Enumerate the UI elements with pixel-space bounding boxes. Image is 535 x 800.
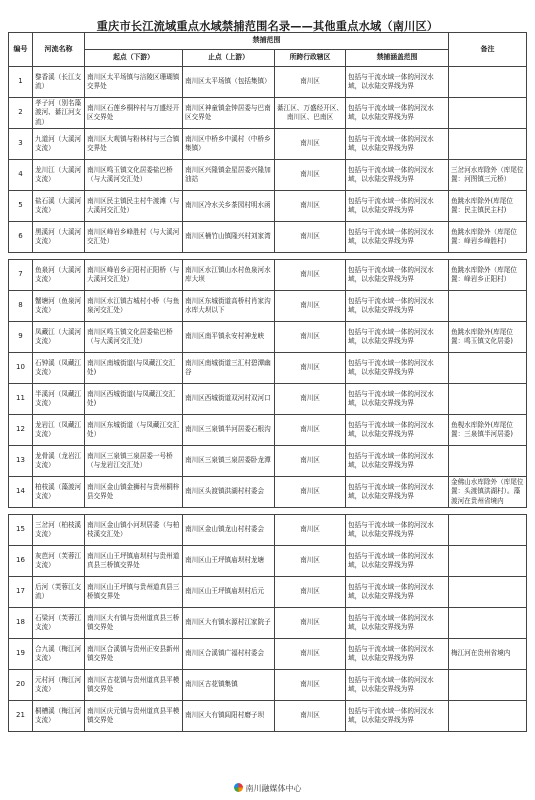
cell-end: 南川区合溪镇广福村村委会 xyxy=(183,639,275,670)
cell-end: 南川区山王坪镇庙坝村后元 xyxy=(183,577,275,608)
cell-remark xyxy=(449,446,527,477)
cell-start: 南川区山王坪镇与贵州道真县三桥镇交界处 xyxy=(85,577,183,608)
cell-scope: 包括与干流水域一体的河汊水域，以水陆交界线为界 xyxy=(346,160,449,191)
cell-region: 南川区 xyxy=(275,384,346,415)
cell-end: 南川区西城街道双河村双河口 xyxy=(183,384,275,415)
cell-name: 黑溪河（大溪河支流） xyxy=(33,222,85,253)
cell-no: 11 xyxy=(9,384,33,415)
cell-scope: 包括与干流水域一体的河汊水域，以水陆交界线为界 xyxy=(346,67,449,98)
cell-remark: 梅江河在贵州省境内 xyxy=(449,639,527,670)
cell-remark xyxy=(449,701,527,732)
table-row xyxy=(9,515,527,546)
cell-region: 南川区 xyxy=(275,222,346,253)
table-row xyxy=(9,191,527,222)
footer xyxy=(0,783,535,794)
cell-no: 2 xyxy=(9,98,33,129)
cell-region: 南川区 xyxy=(275,701,346,732)
table-row xyxy=(9,670,527,701)
header-remark: 备注 xyxy=(449,33,527,67)
cell-start: 南川区民主镇民主村牛渡滩（与大溪河交汇处） xyxy=(85,191,183,222)
cell-remark: 鱼跳水库除外(库尾位置：鸣玉镇文化居委) xyxy=(449,322,527,353)
cell-remark: 三岔河水库除外（库尾位置：河图镇三元桥） xyxy=(449,160,527,191)
cell-start: 南川区水江镇古城村小桥（与鱼泉河交汇处） xyxy=(85,291,183,322)
cell-no: 18 xyxy=(9,608,33,639)
cell-scope: 包括与干流水域一体的河汊水域，以水陆交界线为界 xyxy=(346,291,449,322)
cell-region: 南川区 xyxy=(275,191,346,222)
cell-no: 8 xyxy=(9,291,33,322)
cell-end: 南川区东城街道高桥村肖家沟水库大坝以下 xyxy=(183,291,275,322)
table-row xyxy=(9,639,527,670)
cell-end: 南川区大有镇水源村江家院子 xyxy=(183,608,275,639)
cell-end: 南川区兴隆镇金星居委兴隆加油站 xyxy=(183,160,275,191)
cell-start: 南川区合溪镇与贵州正安县新州镇交界处 xyxy=(85,639,183,670)
cell-name: 盐石溪（大溪河支流） xyxy=(33,191,85,222)
cell-scope: 包括与干流水域一体的河汊水域，以水陆交界线为界 xyxy=(346,191,449,222)
cell-end: 南川区大有镇闾阳村磨子坝 xyxy=(183,701,275,732)
cell-region: 南川区 xyxy=(275,577,346,608)
cell-name: 半溪河（凤藏江支流） xyxy=(33,384,85,415)
cell-start: 南川区峰岩乡正阳村正阳桥（与大溪河交汇处） xyxy=(85,260,183,291)
cell-remark xyxy=(449,129,527,160)
cell-scope: 包括与干流水域一体的河汊水域，以水陆交界线为界 xyxy=(346,515,449,546)
header-region: 所跨行政辖区 xyxy=(275,50,346,67)
cell-remark xyxy=(449,608,527,639)
cell-remark xyxy=(449,546,527,577)
table-row xyxy=(9,384,527,415)
cell-region: 南川区 xyxy=(275,260,346,291)
cell-start: 南川区东城街道（与凤藏江交汇处） xyxy=(85,415,183,446)
cell-no: 15 xyxy=(9,515,33,546)
cell-scope: 包括与干流水域一体的河汊水域，以水陆交界线为界 xyxy=(346,129,449,160)
cell-scope: 包括与干流水域一体的河汊水域，以水陆交界线为界 xyxy=(346,415,449,446)
cell-region: 南川区 xyxy=(275,322,346,353)
table-row xyxy=(9,701,527,732)
cell-scope: 包括与干流水域一体的河汊水域，以水陆交界线为界 xyxy=(346,384,449,415)
table-row xyxy=(9,67,527,98)
cell-end: 南川区南城街道三汇村碧潭幽谷 xyxy=(183,353,275,384)
cell-region: 南川区 xyxy=(275,67,346,98)
cell-name: 龙岩江（凤藏江支流） xyxy=(33,415,85,446)
cell-name: 龙川江（大溪河支流） xyxy=(33,160,85,191)
table-row xyxy=(9,546,527,577)
cell-region: 南川区 xyxy=(275,477,346,508)
cell-name: 孝子河（别名藻渡河、綦江河支流） xyxy=(33,98,85,129)
cell-start: 南川区三泉镇三泉居委一号桥（与龙岩江交汇处） xyxy=(85,446,183,477)
cell-name: 九道河（大溪河支流） xyxy=(33,129,85,160)
cell-start: 南川区金山镇金狮村与贵州桐梓县交界处 xyxy=(85,477,183,508)
cell-no: 4 xyxy=(9,160,33,191)
page-title: 重庆市长江流域重点水域禁捕范围名录——其他重点水域（南川区） xyxy=(96,20,439,33)
cell-remark xyxy=(449,98,527,129)
table-row xyxy=(9,322,527,353)
cell-remark xyxy=(449,670,527,701)
cell-end: 南川区古花镇集镇 xyxy=(183,670,275,701)
header-range: 禁捕范围 xyxy=(85,33,449,50)
cell-end: 南川区三泉镇半河居委石根沟 xyxy=(183,415,275,446)
cell-start: 南川区大有镇与贵州道真县三桥镇交界处 xyxy=(85,608,183,639)
footer-text: 南川融媒体中心 xyxy=(245,784,302,793)
cell-start: 南川区峰岩乡峰胜村（与大溪河交汇处） xyxy=(85,222,183,253)
cell-end: 南川区头渡镇洪湖村村委会 xyxy=(183,477,275,508)
cell-no: 5 xyxy=(9,191,33,222)
cell-name: 三岔河（柏枝溪支流） xyxy=(33,515,85,546)
media-logo-icon xyxy=(234,783,243,792)
cell-remark xyxy=(449,291,527,322)
cell-name: 黎香溪（长江支流） xyxy=(33,67,85,98)
cell-remark: 鱼跳水库除外（库尾位置：峰岩乡峰胜村） xyxy=(449,222,527,253)
cell-scope: 包括与干流水域一体的河汊水域，以水陆交界线为界 xyxy=(346,222,449,253)
table-row xyxy=(9,160,527,191)
cell-end: 南川区金山镇龙山村村委会 xyxy=(183,515,275,546)
cell-end: 南川区山王坪镇庙坝村龙塘 xyxy=(183,546,275,577)
cell-no: 20 xyxy=(9,670,33,701)
cell-scope: 包括与干流水域一体的河汊水域，以水陆交界线为界 xyxy=(346,546,449,577)
table-row xyxy=(9,353,527,384)
cell-scope: 包括与干流水域一体的河汊水域，以水陆交界线为界 xyxy=(346,639,449,670)
cell-remark xyxy=(449,353,527,384)
cell-no: 1 xyxy=(9,67,33,98)
cell-name: 合九溪（梅江河支流） xyxy=(33,639,85,670)
header-name: 河流名称 xyxy=(33,33,85,67)
cell-start: 南川区鸣玉镇文化居委盐巴桥（与大溪河交汇处） xyxy=(85,322,183,353)
cell-scope: 包括与干流水域一体的河汊水域，以水陆交界线为界 xyxy=(346,260,449,291)
table-row xyxy=(9,608,527,639)
table-row xyxy=(9,98,527,129)
table-body xyxy=(9,67,527,732)
cell-region: 南川区 xyxy=(275,291,346,322)
cell-end: 南川区太平场镇（包括集镇） xyxy=(183,67,275,98)
cell-name: 后河（芙蓉江支流） xyxy=(33,577,85,608)
cell-remark: 鱼跳水库除外(库尾位置：民主镇民主村) xyxy=(449,191,527,222)
cell-end: 南川区三泉镇三泉居委卧龙潭 xyxy=(183,446,275,477)
cell-no: 19 xyxy=(9,639,33,670)
cell-end: 南川区楠竹山镇隆兴村刘家湾 xyxy=(183,222,275,253)
cell-start: 南川区古花镇与贵州道真县平模镇交界处 xyxy=(85,670,183,701)
cell-name: 龙骨溪（龙岩江支流） xyxy=(33,446,85,477)
table-row xyxy=(9,222,527,253)
cell-start: 南川区南城街道(与凤藏江交汇处) xyxy=(85,353,183,384)
table-row xyxy=(9,577,527,608)
cell-end: 南川区水江镇山水村鱼泉河水库大坝 xyxy=(183,260,275,291)
cell-scope: 包括与干流水域一体的河汊水域，以水陆交界线为界 xyxy=(346,477,449,508)
cell-no: 13 xyxy=(9,446,33,477)
cell-no: 6 xyxy=(9,222,33,253)
cell-remark: 鱼跳水库除外（库尾位置：峰岩乡正阳村） xyxy=(449,260,527,291)
cell-no: 14 xyxy=(9,477,33,508)
cell-scope: 包括与干流水域一体的河汊水域，以水陆交界线为界 xyxy=(346,701,449,732)
cell-name: 凤藏江（大溪河支流） xyxy=(33,322,85,353)
header-no: 编号 xyxy=(9,33,33,67)
cell-no: 10 xyxy=(9,353,33,384)
cell-start: 南川区庆元镇与贵州道真县平模镇交界处 xyxy=(85,701,183,732)
cell-scope: 包括与干流水域一体的河汊水域，以水陆交界线为界 xyxy=(346,98,449,129)
cell-remark xyxy=(449,67,527,98)
cell-name: 鱼泉河（大溪河支流） xyxy=(33,260,85,291)
cell-no: 9 xyxy=(9,322,33,353)
table-row xyxy=(9,477,527,508)
table-row xyxy=(9,415,527,446)
cell-start: 南川区太平场镇与涪陵区珊瑚镇交界处 xyxy=(85,67,183,98)
fishing-ban-table xyxy=(8,32,527,732)
cell-region: 南川区 xyxy=(275,515,346,546)
header-start: 起点（下游） xyxy=(85,50,183,67)
cell-end: 南川区冷水关乡茶园村明水函 xyxy=(183,191,275,222)
cell-name: 石钟溪（凤藏江支流） xyxy=(33,353,85,384)
table-row xyxy=(9,291,527,322)
cell-name: 元村河（梅江河支流） xyxy=(33,670,85,701)
cell-scope: 包括与干流水域一体的河汊水域，以水陆交界线为界 xyxy=(346,353,449,384)
cell-no: 21 xyxy=(9,701,33,732)
cell-name: 桐槽溪（梅江河支流） xyxy=(33,701,85,732)
cell-no: 16 xyxy=(9,546,33,577)
cell-start: 南川区金山镇小河坝居委（与柏枝溪交汇处） xyxy=(85,515,183,546)
cell-no: 17 xyxy=(9,577,33,608)
cell-remark: 金佛山水库除外（库尾位置：头渡镇洪湖村）。藻渡河在贵州省境内 xyxy=(449,477,527,508)
cell-end: 南川区神童镇金钟居委与巴南区交界处 xyxy=(183,98,275,129)
table-row xyxy=(9,446,527,477)
cell-scope: 包括与干流水域一体的河汊水域，以水陆交界线为界 xyxy=(346,446,449,477)
cell-start: 南川区鸣玉镇文化居委盐巴桥（与大溪河交汇处） xyxy=(85,160,183,191)
cell-scope: 包括与干流水域一体的河汊水域，以水陆交界线为界 xyxy=(346,608,449,639)
cell-start: 南川区山王坪镇庙坝村与贵州道真县三桥镇交界处 xyxy=(85,546,183,577)
cell-scope: 包括与干流水域一体的河汊水域，以水陆交界线为界 xyxy=(346,322,449,353)
cell-start: 南川区石莲乡桐梓村与万盛经开区交界处 xyxy=(85,98,183,129)
cell-region: 南川区 xyxy=(275,353,346,384)
cell-region: 南川区 xyxy=(275,446,346,477)
cell-region: 南川区 xyxy=(275,415,346,446)
cell-remark xyxy=(449,515,527,546)
cell-scope: 包括与干流水域一体的河汊水域，以水陆交界线为界 xyxy=(346,670,449,701)
cell-end: 南川区南平镇永安村神龙峡 xyxy=(183,322,275,353)
cell-no: 3 xyxy=(9,129,33,160)
cell-region: 南川区 xyxy=(275,160,346,191)
cell-name: 蟹塘河（鱼泉河支流） xyxy=(33,291,85,322)
cell-name: 石梁河（芙蓉江支流） xyxy=(33,608,85,639)
cell-start: 南川区大观镇与粉林村与三合镇交界处 xyxy=(85,129,183,160)
header-end: 止点（上游） xyxy=(183,50,275,67)
cell-region: 南川区 xyxy=(275,129,346,160)
cell-region: 南川区 xyxy=(275,670,346,701)
cell-scope: 包括与干流水域一体的河汊水域，以水陆交界线为界 xyxy=(346,577,449,608)
cell-no: 7 xyxy=(9,260,33,291)
header-scope: 禁捕涵盖范围 xyxy=(346,50,449,67)
cell-region: 綦江区、万盛经开区、南川区、巴南区 xyxy=(275,98,346,129)
cell-region: 南川区 xyxy=(275,608,346,639)
cell-region: 南川区 xyxy=(275,639,346,670)
cell-name: 柏枝溪（藻渡河支流） xyxy=(33,477,85,508)
cell-no: 12 xyxy=(9,415,33,446)
cell-name: 灰芭河（芙蓉江支流） xyxy=(33,546,85,577)
cell-remark: 鱼枧水库除外(库尾位置：三泉镇半河居委) xyxy=(449,415,527,446)
cell-start: 南川区西城街道(与凤藏江交汇处) xyxy=(85,384,183,415)
table-row xyxy=(9,260,527,291)
table-row xyxy=(9,129,527,160)
cell-end: 南川区中桥乡中溪村（中桥乡集镇） xyxy=(183,129,275,160)
cell-remark xyxy=(449,577,527,608)
cell-region: 南川区 xyxy=(275,546,346,577)
cell-remark xyxy=(449,384,527,415)
